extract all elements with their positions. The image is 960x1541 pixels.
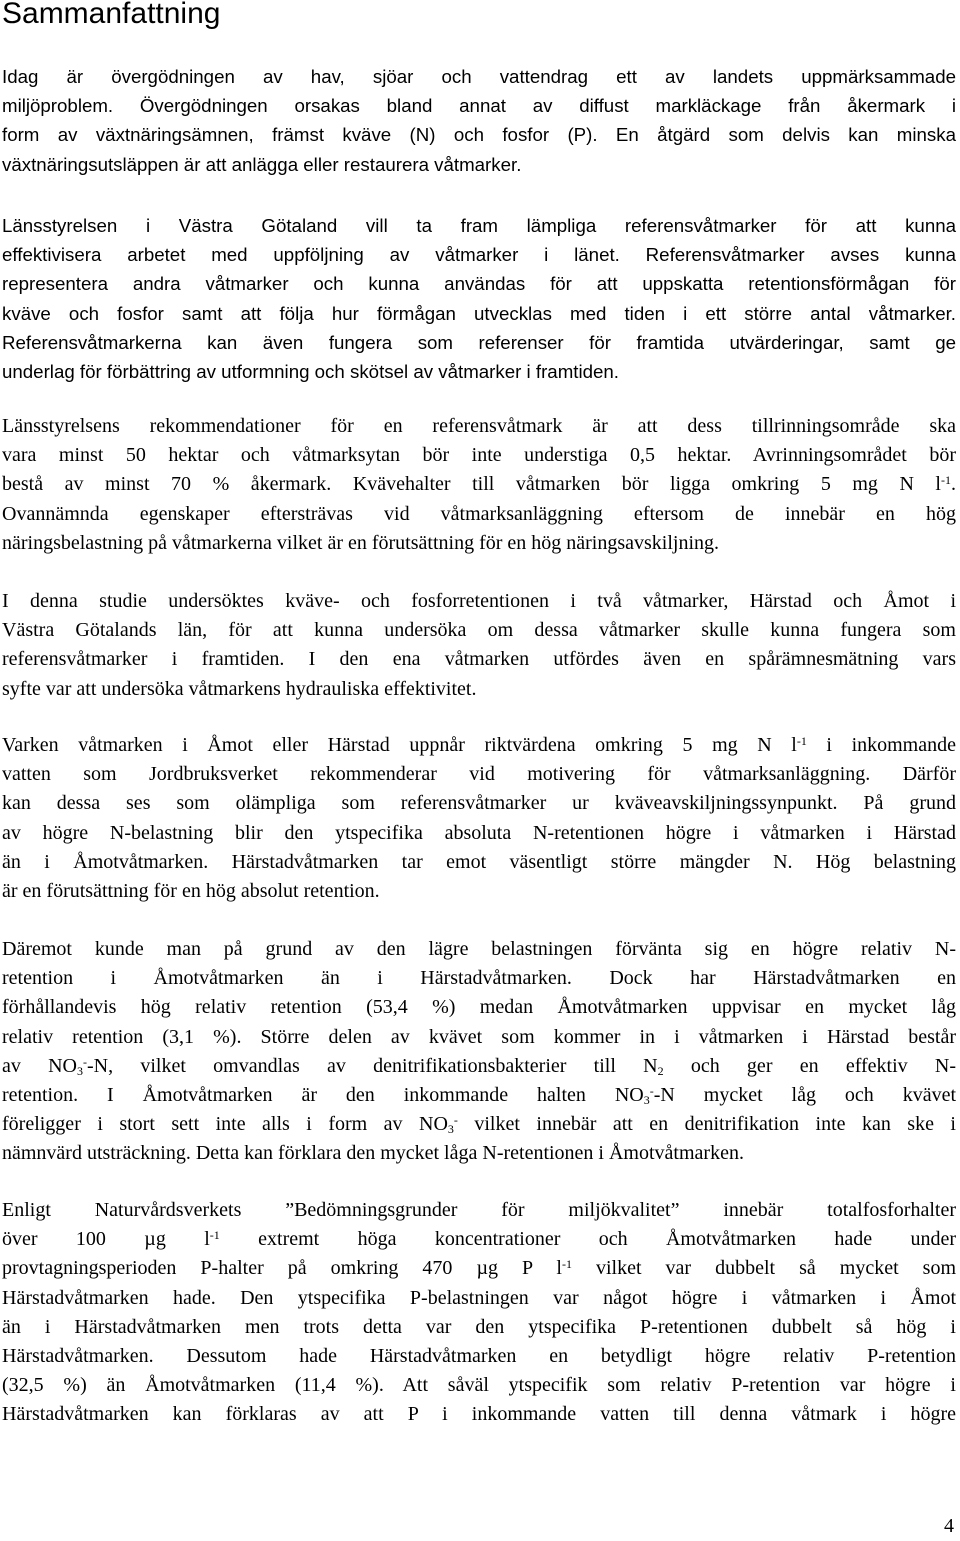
text-line: växtnäringsutsläppen är att anlägga eller restaurera våtmarker. <box>2 153 522 175</box>
text-line: än i Åmotvåtmarken. Härstadvåtmarken tar emot väsentligt större mängder N. Hög belastning <box>2 850 956 873</box>
text-line: I denna studie undersöktes kväve- och fosforretentionen i två våtmarker, Härstad och Åmot i <box>2 590 956 612</box>
text-line: retention i Åmotvåtmarken än i Härstadvåtmarken. Dock har Härstadvåtmarken en <box>2 967 956 990</box>
text-line: av $NO_3^--N$, vilket omvandlas av denitrifikationsbakterier till $N_2$ och ger en effektiv N- <box>2 1054 957 1078</box>
text-line: Däremot kunde man på grund av den lägre belastningen förvänta sig en högre relativ N- <box>2 938 956 960</box>
text-line: Ovannämnda egenskaper eftersträvas vid våtmarksanläggning eftersom de innebär en hög <box>2 502 956 525</box>
text-line: relativ retention (3,1 %). Större delen av kvävet som kommer in i våtmarken i Härstad består <box>2 1025 956 1048</box>
text-line: vatten som Jordbruksverket rekommenderar vid motivering för våtmarksanläggning. Därför <box>2 763 956 786</box>
text-line: Referensvåtmarkerna kan även fungera som referenser för framtida utvärderingar, samt ge <box>2 331 956 353</box>
paragraph-relative-retention <box>2 935 956 1169</box>
text-line: syfte var att undersöka våtmarkens hydrauliska effektivitet. <box>2 677 477 700</box>
text-line: bestå av minst 70 % åkermark. Kvävehalter till våtmarken bör ligga omkring 5 mg N $l^{-1}$. <box>2 473 956 496</box>
text-line: än i Härstadvåtmarken men trots detta var den ytspecifika P-retentionen dubbelt så hög i <box>2 1315 956 1338</box>
page-heading: Sammanfattning <box>2 0 221 30</box>
text-line: Härstadvåtmarken hade. Den ytspecifika P-belastningen var något högre i våtmarken i Åmot <box>2 1286 956 1309</box>
text-line: (32,5 %) än Åmotvåtmarken (11,4 %). Att såväl ytspecifik som relativ P-retention var högre i <box>2 1374 956 1397</box>
paragraph-phosphorus <box>2 1196 956 1430</box>
text-line: Idag är övergödningen av hav, sjöar och vattendrag ett av landets uppmärksammade <box>2 66 956 87</box>
text-line: effektivisera arbetet med uppföljning av våtmarker i länet. Referensvåtmarker avses kunna <box>2 244 956 266</box>
text-line: näringsbelastning på våtmarkerna vilket är en förutsättning för en hög näringsavskiljning. <box>2 531 720 554</box>
text-line: Länsstyrelsens rekommendationer för en referensvåtmark är att dess tillrinningsområde ska <box>2 415 956 437</box>
text-line: form av växtnäringsämnen, främst kväve (N) och fosfor (P). En åtgärd som delvis kan minska <box>2 124 956 146</box>
paragraph-nitrogen-targets <box>2 731 956 906</box>
paragraph-study <box>2 587 956 704</box>
text-line: underlag för förbättring av utformning och skötsel av våtmarker i framtiden. <box>2 360 619 382</box>
paragraph-intro <box>2 62 956 179</box>
text-line: retention. I Åmotvåtmarken är den inkommande halten $NO_3^--N$ mycket låg och kvävet <box>2 1083 957 1107</box>
text-line: miljöproblem. Övergödningen orsakas bland annat av diffust markläckage från åkermark i <box>2 95 956 117</box>
text-line: referensvåtmarker i framtiden. I den ena våtmarken utfördes även en spårämnesmätning vars <box>2 648 956 671</box>
text-line: Härstadvåtmarken. Dessutom hade Härstadvåtmarken en betydligt högre relativ P-retention <box>2 1344 956 1367</box>
text-line: föreligger i stort sett inte alls i form av $NO_3^-$ vilket innebär att en denitrifikation inte kan ske i <box>2 1113 956 1137</box>
text-line: av högre N-belastning blir den ytspecifika absoluta N-retentionen högre i våtmarken i Härstad <box>2 821 956 844</box>
text-line: Länsstyrelsen i Västra Götaland vill ta fram lämpliga referensvåtmarker för att kunna <box>2 215 956 236</box>
text-line: Varken våtmarken i Åmot eller Härstad uppnår riktvärdena omkring 5 mg N $l^{-1}$ i inkommande <box>2 734 956 756</box>
text-line: över 100 µg $l^{-1}$ extremt höga koncentrationer och Åmotvåtmarken hade under <box>2 1228 957 1251</box>
text-line: Härstadvåtmarken kan förklaras av att P i inkommande vatten till denna våtmark i högre <box>2 1403 956 1426</box>
text-line: Västra Götalands län, för att kunna undersöka om dessa våtmarker skulle kunna fungera som <box>2 619 956 642</box>
text-line: provtagningsperioden P-halter på omkring 470 µg P $l^{-1}$ vilket var dubbelt så mycket som <box>2 1257 956 1280</box>
text-line: kan dessa ses som olämpliga som referensvåtmarker ur kväveavskiljningssynpunkt. På grund <box>2 792 956 815</box>
text-line: kväve och fosfor samt att följa hur förmågan utvecklas med tiden i ett större antal våtmarker. <box>2 302 956 324</box>
text-line: nämnvärd utsträckning. Detta kan förklara den mycket låga N-retentionen i Åmotvåtmarken. <box>2 1142 744 1165</box>
page-number: 4 <box>944 1515 954 1537</box>
text-line: representera andra våtmarker och kunna användas för att uppskatta retentionsförmågan för <box>2 273 956 295</box>
text-line: Enligt Naturvårdsverkets ”Bedömningsgrunder för miljökvalitet” innebär totalfosforhalter <box>2 1199 956 1221</box>
paragraph-reference-wetlands <box>2 211 956 386</box>
text-line: förhållandevis hög relativ retention (53,4 %) medan Åmotvåtmarken uppvisar en mycket låg <box>2 996 956 1019</box>
text-line: vara minst 50 hektar och våtmarksytan bör inte understiga 0,5 hektar. Avrinningsområdet bör <box>2 444 956 467</box>
text-line: är en förutsättning för en hög absolut retention. <box>2 879 380 902</box>
paragraph-recommendations <box>2 412 956 558</box>
